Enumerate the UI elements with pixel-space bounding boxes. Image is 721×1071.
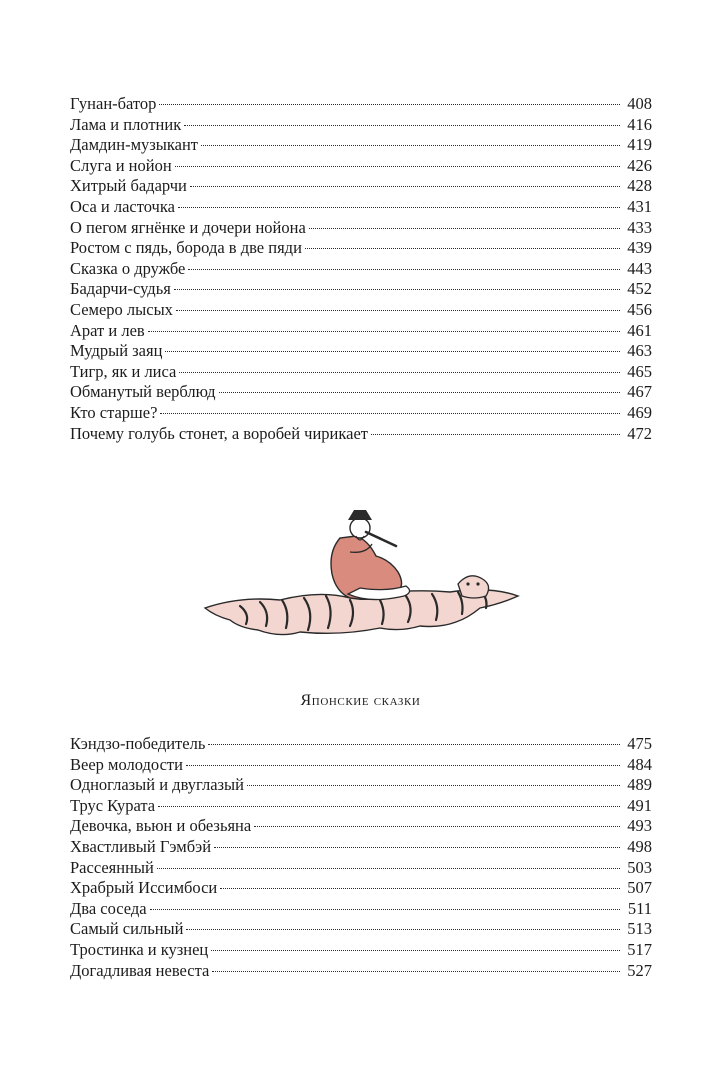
toc-entry-page: 408	[627, 94, 652, 113]
toc-leader	[157, 868, 620, 869]
toc-entry-title: Дамдин-музыкант	[70, 135, 198, 155]
toc-entry[interactable]	[70, 238, 652, 259]
toc-entry-page: 527	[627, 960, 652, 980]
toc-entry-page: 507	[627, 878, 652, 898]
toc-entry[interactable]	[70, 197, 652, 218]
toc-entry-title: Догадливая невеста	[70, 960, 210, 980]
toc-entry[interactable]	[70, 382, 652, 403]
toc-entry-page: 517	[627, 939, 652, 959]
toc-entry[interactable]	[70, 341, 652, 362]
toc-entry-page: 443	[627, 258, 652, 278]
toc-leader	[158, 806, 620, 807]
toc-entry[interactable]	[70, 94, 652, 115]
toc-entry-page: 426	[627, 155, 652, 175]
toc-entry[interactable]	[70, 755, 652, 776]
toc-leader	[305, 248, 620, 249]
toc-entry-page: 433	[627, 217, 652, 237]
toc-leader	[174, 289, 620, 290]
toc-leader	[165, 351, 620, 352]
toc-entry-page: 431	[627, 196, 652, 216]
toc-entry-page: 484	[627, 754, 652, 774]
toc-entry[interactable]	[70, 300, 652, 321]
toc-entry[interactable]	[70, 156, 652, 177]
toc-entry-page: 452	[627, 279, 652, 299]
toc-entry[interactable]	[70, 775, 652, 796]
toc-entry[interactable]	[70, 878, 652, 899]
toc-entry[interactable]	[70, 218, 652, 239]
toc-entry-title: Семеро лысых	[70, 299, 173, 319]
toc-entry-page: 513	[627, 919, 652, 939]
toc-entry-page: 416	[627, 114, 652, 134]
toc-entry-page: 511	[627, 898, 652, 918]
toc-entry-title: Кто старше?	[70, 402, 158, 422]
toc-entry-page: 469	[627, 402, 652, 422]
toc-entry-title: Оса и ласточка	[70, 196, 175, 216]
toc-leader	[201, 145, 620, 146]
toc-entry-title: Сказка о дружбе	[70, 258, 186, 278]
toc-entry-title: О пегом ягнёнке и дочери нойона	[70, 217, 306, 237]
toc-leader	[214, 847, 620, 848]
toc-leader	[176, 310, 620, 311]
toc-leader	[188, 269, 620, 270]
toc-entry-title: Почему голубь стонет, а воробей чирикает	[70, 423, 368, 443]
toc-entry-page: 498	[627, 836, 652, 856]
toc-leader	[178, 207, 620, 208]
toc-entry-page: 465	[627, 361, 652, 381]
toc-entry-title: Лама и плотник	[70, 114, 182, 134]
toc-leader	[247, 785, 620, 786]
toc-entry[interactable]	[70, 135, 652, 156]
toc-entry-title: Трус Курата	[70, 795, 156, 815]
toc-leader	[184, 125, 620, 126]
toc-leader	[150, 909, 620, 910]
toc-leader	[208, 744, 620, 745]
toc-entry[interactable]	[70, 321, 652, 342]
toc-entry-title: Мудрый заяц	[70, 341, 163, 361]
toc-leader	[186, 765, 620, 766]
toc-list-top	[70, 94, 652, 444]
toc-entry[interactable]	[70, 858, 652, 879]
toc-entry[interactable]	[70, 259, 652, 280]
toc-leader	[190, 186, 620, 187]
section-heading: Японские сказки	[300, 692, 421, 709]
toc-entry-title: Кэндзо-победитель	[70, 734, 206, 753]
toc-entry-title: Девочка, вьюн и обезьяна	[70, 816, 252, 836]
toc-entry-title: Гунан-батор	[70, 94, 157, 113]
toc-entry[interactable]	[70, 940, 652, 961]
toc-entry-page: 428	[627, 176, 652, 196]
toc-list-bottom	[70, 734, 652, 981]
toc-leader	[371, 434, 620, 435]
toc-entry[interactable]	[70, 362, 652, 383]
toc-entry-page: 475	[627, 734, 652, 753]
toc-leader	[175, 166, 620, 167]
toc-entry-page: 456	[627, 299, 652, 319]
toc-entry-title: Тигр, як и лиса	[70, 361, 177, 381]
toc-entry[interactable]	[70, 734, 652, 755]
toc-entry-title: Рассеянный	[70, 857, 154, 877]
toc-entry-title: Бадарчи-судья	[70, 279, 171, 299]
toc-leader	[219, 392, 620, 393]
toc-entry-title: Веер молодости	[70, 754, 183, 774]
toc-entry-title: Одноглазый и двуглазый	[70, 775, 244, 795]
toc-entry-title: Ростом с пядь, борода в две пяди	[70, 238, 302, 258]
toc-entry[interactable]	[70, 816, 652, 837]
toc-leader	[211, 950, 620, 951]
toc-leader	[220, 888, 620, 889]
toc-leader	[254, 826, 620, 827]
toc-entry-page: 467	[627, 382, 652, 402]
toc-entry-page: 472	[627, 423, 652, 443]
toc-leader	[159, 104, 620, 105]
toc-entry-title: Два соседа	[70, 898, 147, 918]
toc-entry[interactable]	[70, 961, 652, 982]
toc-entry-title: Обманутый верблюд	[70, 382, 216, 402]
toc-leader	[179, 372, 620, 373]
toc-entry[interactable]	[70, 424, 652, 445]
toc-entry[interactable]	[70, 403, 652, 424]
toc-entry-page: 491	[627, 795, 652, 815]
toc-entry-title: Хитрый бадарчи	[70, 176, 187, 196]
toc-entry[interactable]	[70, 176, 652, 197]
toc-entry[interactable]	[70, 837, 652, 858]
man-with-pipe-on-tiger-skin-icon	[200, 500, 520, 650]
toc-entry-title: Слуга и нойон	[70, 155, 172, 175]
toc-entry-page: 493	[627, 816, 652, 836]
toc-leader	[212, 971, 620, 972]
toc-leader	[148, 331, 620, 332]
toc-entry-page: 419	[627, 135, 652, 155]
toc-leader	[186, 929, 620, 930]
toc-entry-page: 461	[627, 320, 652, 340]
toc-entry-page: 503	[627, 857, 652, 877]
toc-entry-page: 439	[627, 238, 652, 258]
toc-entry[interactable]	[70, 115, 652, 136]
toc-entry-page: 463	[627, 341, 652, 361]
toc-entry[interactable]	[70, 899, 652, 920]
toc-entry[interactable]	[70, 919, 652, 940]
toc-entry-page: 489	[627, 775, 652, 795]
toc-leader	[309, 228, 620, 229]
toc-entry[interactable]	[70, 796, 652, 817]
toc-entry-title: Тростинка и кузнец	[70, 939, 209, 959]
toc-entry-title: Арат и лев	[70, 320, 145, 340]
toc-entry-title: Храбрый Иссимбоси	[70, 878, 218, 898]
toc-entry-title: Хвастливый Гэмбэй	[70, 836, 212, 856]
toc-leader	[160, 413, 620, 414]
toc-entry-title: Самый сильный	[70, 919, 184, 939]
toc-entry[interactable]	[70, 279, 652, 300]
